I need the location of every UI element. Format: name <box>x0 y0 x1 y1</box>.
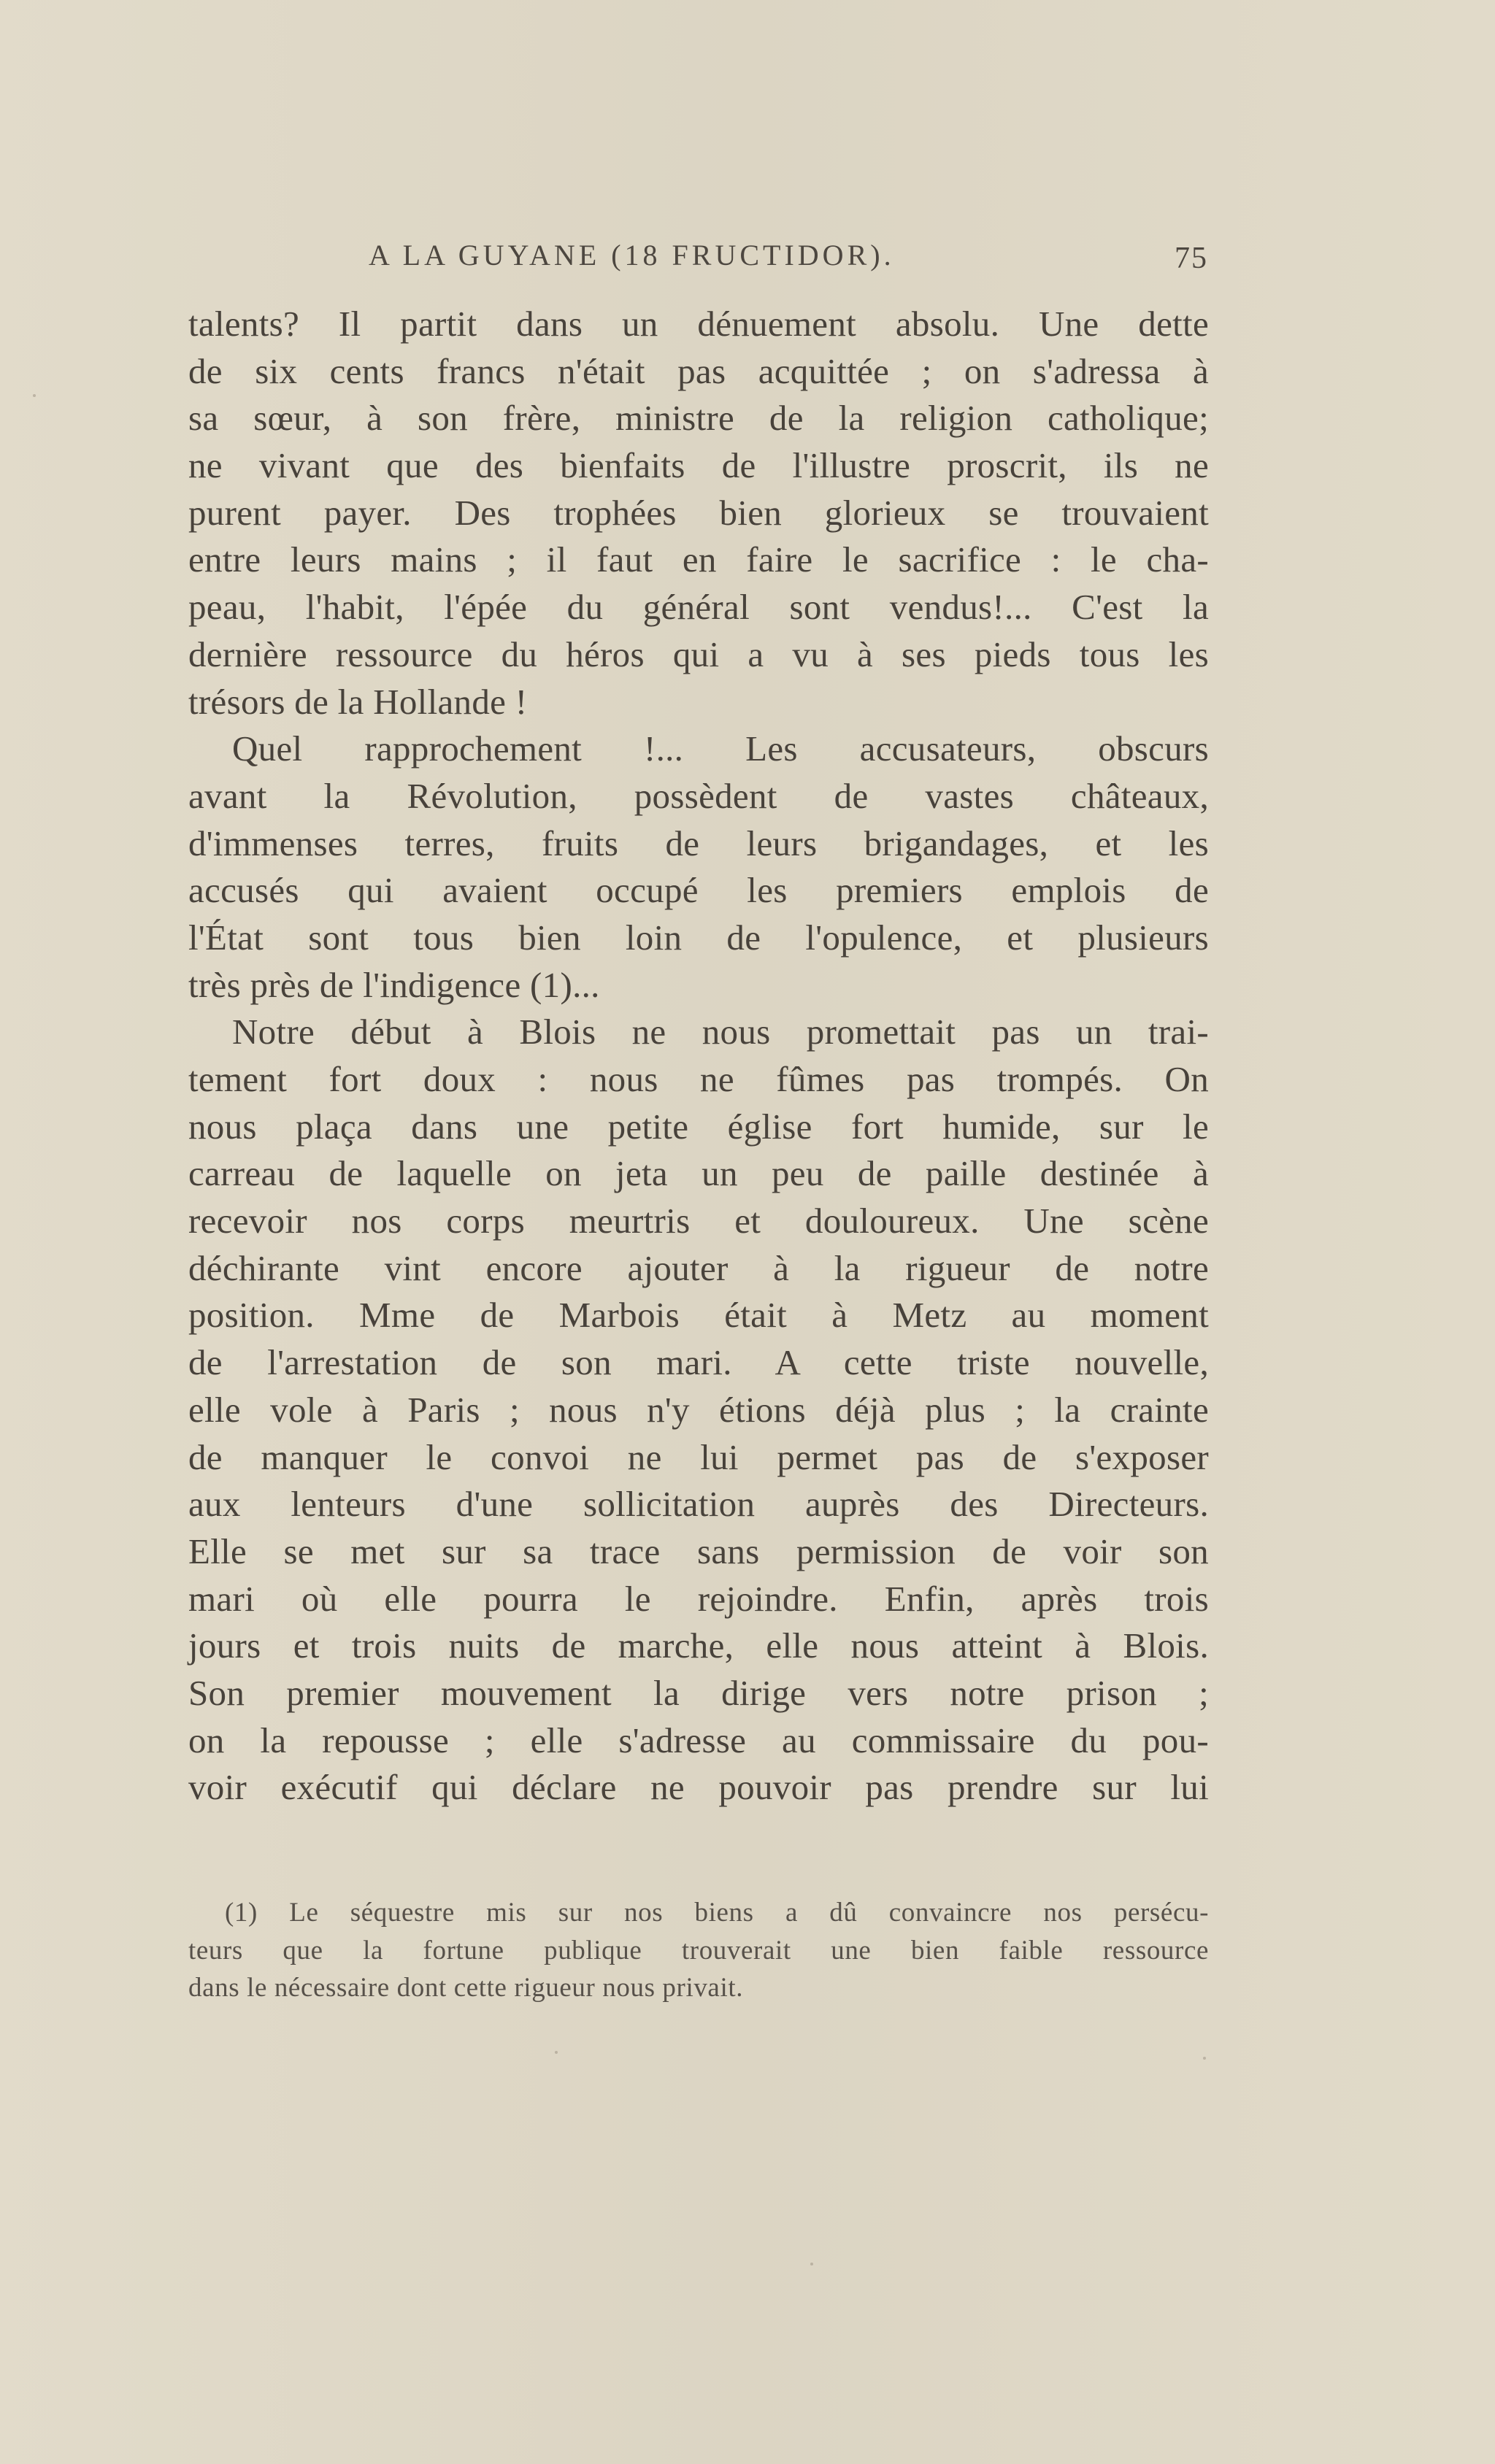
running-title: A LA GUYANE (18 FRUCTIDOR). <box>369 239 895 272</box>
text-line: l'État sont tous bien loin de l'opulence, et plusieurs <box>188 917 1209 958</box>
text-line-paragraph-start: Quel rapprochement !... Les accusateurs, obscurs <box>232 728 1209 769</box>
footnote <box>188 1894 1209 2007</box>
paper-speck <box>33 394 36 397</box>
text-line-paragraph-end: trésors de la Hollande ! <box>188 681 528 722</box>
text-line: tement fort doux : nous ne fûmes pas trompés. On <box>188 1059 1209 1099</box>
text-line: purent payer. Des trophées bien glorieux se trouvaient <box>188 492 1209 533</box>
text-line: peau, l'habit, l'épée du général sont vendus!... C'est la <box>188 587 1209 628</box>
text-line: on la repousse ; elle s'adresse au commissaire du pou- <box>188 1720 1209 1760</box>
text-line: Elle se met sur sa trace sans permission de voir son <box>188 1531 1209 1571</box>
footnote-line: teurs que la fortune publique trouverait une bien faible ressource <box>188 1935 1209 1966</box>
text-line: voir exécutif qui déclare ne pouvoir pas prendre sur lui <box>188 1767 1209 1808</box>
text-line: de six cents francs n'était pas acquittée ; on s'adressa à <box>188 350 1209 391</box>
footnote-line: (1) Le séquestre mis sur nos biens a dû convaincre nos persécu- <box>225 1898 1209 1928</box>
text-line: accusés qui avaient occupé les premiers emplois de <box>188 870 1209 911</box>
paper-speck <box>555 2051 558 2054</box>
text-line: position. Mme de Marbois était à Metz au moment <box>188 1295 1209 1336</box>
text-line-paragraph-start: Notre début à Blois ne nous promettait pas un trai- <box>232 1012 1209 1052</box>
text-line: nous plaça dans une petite église fort humide, sur le <box>188 1106 1209 1147</box>
footnote-line: dans le nécessaire dont cette rigueur nous privait. <box>188 1973 744 2003</box>
body-text <box>188 301 1209 1812</box>
text-line: jours et trois nuits de marche, elle nous atteint à Blois. <box>188 1625 1209 1666</box>
text-line: de l'arrestation de son mari. A cette triste nouvelle, <box>188 1342 1209 1383</box>
text-line: Son premier mouvement la dirige vers notre prison ; <box>188 1672 1209 1713</box>
text-line: elle vole à Paris ; nous n'y étions déjà plus ; la crainte <box>188 1389 1209 1430</box>
text-line: de manquer le convoi ne lui permet pas de s'exposer <box>188 1436 1209 1477</box>
paper-speck <box>1203 2057 1206 2060</box>
text-line: aux lenteurs d'une sollicitation auprès des Directeurs. <box>188 1484 1209 1525</box>
paper-speck <box>810 2263 813 2265</box>
text-line: recevoir nos corps meurtris et douloureux. Une scène <box>188 1201 1209 1241</box>
text-line: entre leurs mains ; il faut en faire le sacrifice : le cha- <box>188 539 1209 580</box>
text-line-paragraph-end: très près de l'indigence (1)... <box>188 964 600 1005</box>
text-line: d'immenses terres, fruits de leurs brigandages, et les <box>188 823 1209 863</box>
text-line: dernière ressource du héros qui a vu à ses pieds tous les <box>188 634 1209 674</box>
text-line: sa sœur, à son frère, ministre de la religion catholique; <box>188 398 1209 439</box>
text-line: déchirante vint encore ajouter à la rigueur de notre <box>188 1247 1209 1288</box>
text-line: ne vivant que des bienfaits de l'illustre proscrit, ils ne <box>188 445 1209 486</box>
text-line: talents? Il partit dans un dénuement absolu. Une dette <box>188 304 1209 344</box>
text-line: carreau de laquelle on jeta un peu de paille destinée à <box>188 1153 1209 1194</box>
text-line: avant la Révolution, possèdent de vastes châteaux, <box>188 775 1209 816</box>
text-line: mari où elle pourra le rejoindre. Enfin, après trois <box>188 1578 1209 1619</box>
running-head <box>369 238 1208 282</box>
page-number: 75 <box>1175 242 1208 275</box>
